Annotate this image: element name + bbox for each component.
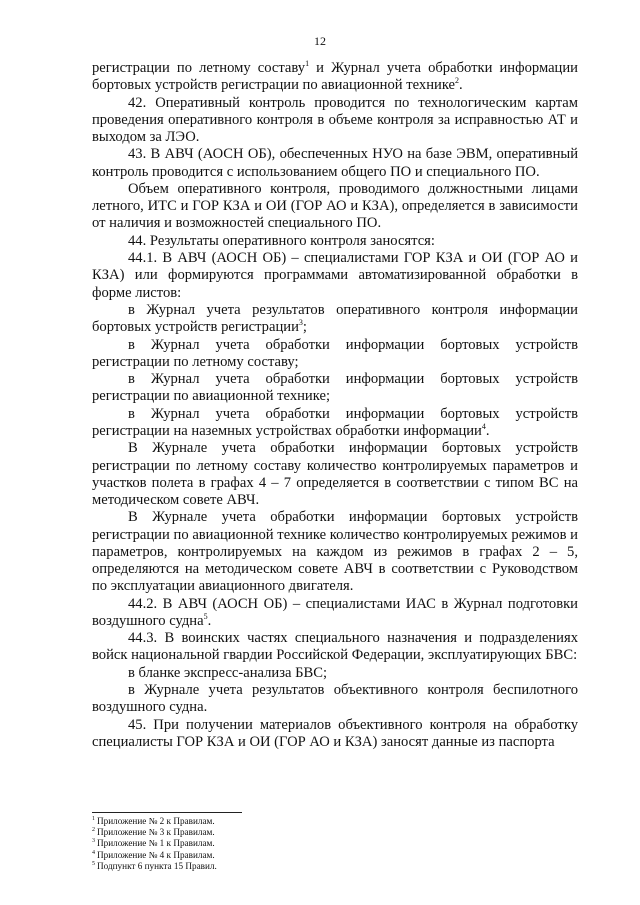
footnote-ref[interactable]: 5 bbox=[203, 611, 208, 621]
paragraph: 44.2. В АВЧ (АОСН ОБ) – специалистами ИАС в Журнал подготовки воздушного судна$^5$. bbox=[92, 595, 578, 629]
footnote-divider bbox=[92, 812, 242, 813]
paragraph: В Журнале учета обработки информации бортовых устройств регистрации по летному составу количество контролируемых параметров и участков полета в графах 4 – 7 определяется в соответствии с типом ВС на методическом совете АВЧ. bbox=[92, 440, 578, 508]
paragraph: в Журнале учета результатов объективного контроля беспилотного воздушного судна. bbox=[92, 682, 578, 716]
paragraph: В Журнале учета обработки информации бортовых устройств регистрации по авиационной технике количество контролируемых режимов и параметров, контролируемых на каждом из режимов в графах 2 – 5, определяются на методическом совете АВЧ в соответствии с Руководством по эксплуатации авиационного двигателя. bbox=[92, 509, 578, 595]
paragraph: в бланке экспресс-анализа БВС; bbox=[128, 664, 328, 681]
paragraph: 44. Результаты оперативного контроля заносятся: bbox=[128, 232, 435, 249]
footnote-ref[interactable]: 2 bbox=[455, 76, 460, 86]
paragraph: регистрации по летному составу$^1$ и Журнал учета обработки информации бортовых устройств регистрации по авиационной технике$^2$. bbox=[92, 59, 578, 94]
paragraph: в Журнал учета обработки информации бортовых устройств регистрации по летному составу; bbox=[92, 336, 578, 370]
paragraph: 42. Оперативный контроль проводится по технологическим картам проведения оперативного контроля в объеме контроля за исправностью АТ и выходом за ЛЭО. bbox=[92, 94, 578, 145]
paragraph: Объем оперативного контроля, проводимого должностными лицами летного, ИТС и ГОР КЗА и ОИ (ГОР АО и КЗА), определяется в зависимости от наличия и возможностей специального ПО. bbox=[92, 180, 578, 232]
footnote: $^5$ Подпункт 6 пункта 15 Правил. bbox=[92, 860, 217, 871]
footnote-ref[interactable]: 3 bbox=[298, 318, 303, 328]
footnote-ref[interactable]: 4 bbox=[481, 422, 486, 432]
paragraph: в Журнал учета обработки информации бортовых устройств регистрации по авиационной технике; bbox=[92, 371, 578, 405]
footnote-ref[interactable]: 1 bbox=[305, 59, 310, 69]
page-number: 12 bbox=[314, 34, 326, 48]
paragraph: 44.3. В воинских частях специального назначения и подразделениях войск национальной гвардии Российской Федерации, эксплуатирующих БВС: bbox=[92, 630, 578, 664]
footnote: $^2$ Приложение № 3 к Правилам. bbox=[92, 827, 215, 838]
paragraph: 43. В АВЧ (АОСН ОБ), обеспеченных НУО на базе ЭВМ, оперативный контроль проводится с использованием общего ПО и специального ПО. bbox=[92, 146, 578, 180]
paragraph: в Журнал учета обработки информации бортовых устройств регистрации на наземных устройствах обработки информации$^4$. bbox=[92, 405, 578, 439]
footnote: $^3$ Приложение № 1 к Правилам. bbox=[92, 838, 215, 849]
paragraph: 45. При получении материалов объективного контроля на обработку специалисты ГОР КЗА и ОИ (ГОР АО и КЗА) заносят данные из паспорта bbox=[92, 716, 578, 750]
footnote: $^1$ Приложение № 2 к Правилам. bbox=[92, 815, 215, 826]
paragraph: 44.1. В АВЧ (АОСН ОБ) – специалистами ГОР КЗА и ОИ (ГОР АО и КЗА) или формируются программами автоматизированной обработки в форме листов: bbox=[92, 250, 578, 301]
footnotes bbox=[92, 816, 572, 872]
footnote: $^4$ Приложение № 4 к Правилам. bbox=[92, 849, 215, 860]
paragraph: в Журнал учета результатов оперативного контроля информации бортовых устройств регистрации$^3$; bbox=[92, 301, 578, 336]
document-body bbox=[92, 60, 578, 751]
